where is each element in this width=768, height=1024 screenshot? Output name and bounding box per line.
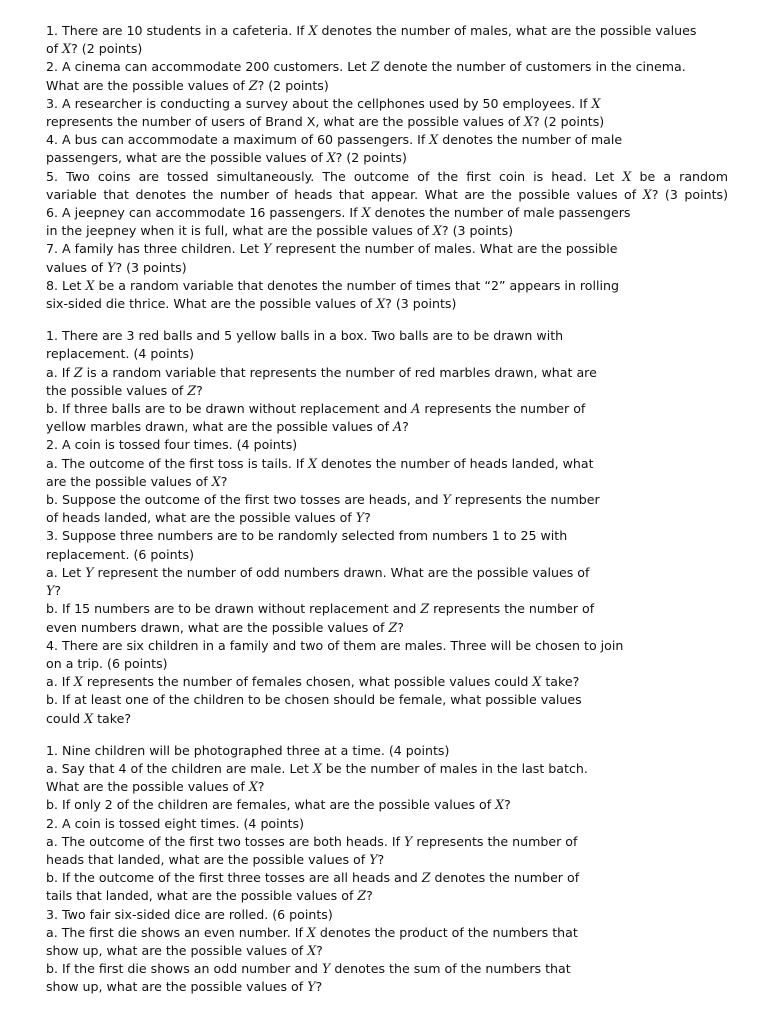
question-line: What are the possible values of X? [46, 779, 265, 795]
question-line: are the possible values of X? [46, 473, 228, 489]
math-variable: X [308, 455, 318, 471]
question-line: even numbers drawn, what are the possible values of Z? [46, 619, 404, 635]
question-line: 2. A coin is tossed four times. (4 points) [46, 437, 298, 453]
math-variable: Z [421, 870, 431, 886]
question-line: b. If the outcome of the first three tosses are all heads and Z denotes the number of [46, 870, 580, 886]
math-variable: X [432, 223, 442, 239]
question-line: the possible values of Z? [46, 382, 203, 398]
math-variable: Z [357, 888, 367, 904]
question-line: replacement. (6 points) [46, 546, 194, 562]
question-line: a. The outcome of the first two tosses are both heads. If Y represents the number of [46, 833, 578, 849]
math-variable: X [524, 114, 533, 130]
math-variable: X [312, 760, 322, 776]
question-line: show up, what are the possible values of Y? [46, 979, 323, 995]
question-line: 3. A researcher is conducting a survey about the cellphones used by 50 employees. If X [46, 95, 601, 111]
math-variable: Y [369, 851, 378, 867]
question-line: represents the number of users of Brand X, what are the possible values of X? (2 points) [46, 114, 605, 130]
question-line: 5. Two coins are tossed simultaneously. The outcome of the first coin is head. Let X be a random [46, 168, 728, 184]
math-variable: Z [73, 364, 83, 380]
question-line: b. Suppose the outcome of the first two tosses are heads, and Y represents the number [46, 492, 600, 508]
math-variable: X [429, 132, 439, 148]
math-variable: X [85, 277, 95, 293]
question-line: 2. A coin is tossed eight times. (4 points) [46, 815, 305, 831]
question-line: 6. A jeepney can accommodate 16 passengers. If X denotes the number of male passengers [46, 205, 631, 221]
math-variable: X [376, 296, 386, 312]
math-variable: Y [322, 961, 331, 977]
question-line: a. Let Y represent the number of odd numbers drawn. What are the possible values of [46, 564, 590, 580]
question-line: heads that landed, what are the possible values of Y? [46, 851, 385, 867]
question-line: 2. A cinema can accommodate 200 customers. Let Z denote the number of customers in the cinema. [46, 59, 686, 75]
math-variable: Y [46, 583, 55, 599]
question-line: Y? [46, 583, 62, 599]
math-variable: X [211, 473, 221, 489]
math-variable: Z [420, 601, 430, 617]
question-line: b. If 15 numbers are to be drawn without replacement and Z represents the number of [46, 601, 595, 617]
question-line: b. If the first die shows an odd number and Y denotes the sum of the numbers that [46, 961, 571, 977]
question-line: yellow marbles drawn, what are the possible values of A? [46, 419, 409, 435]
question-line: b. If only 2 of the children are females, what are the possible values of X? [46, 797, 511, 813]
question-line: a. If X represents the number of females chosen, what possible values could X take? [46, 674, 580, 690]
math-variable: X [642, 186, 652, 202]
math-variable: X [307, 942, 317, 958]
question-line: 1. There are 10 students in a cafeteria. If X denotes the number of males, what are the possible values [46, 23, 697, 38]
question-line: b. If three balls are to be drawn without replacement and A represents the number of [46, 401, 586, 417]
math-variable: Y [404, 833, 413, 849]
question-line: could X take? [46, 710, 132, 726]
question-line: 4. A bus can accommodate a maximum of 60 passengers. If X denotes the number of male [46, 132, 623, 148]
math-variable: A [411, 401, 421, 417]
math-variable: X [62, 41, 72, 57]
question-line: a. If Z is a random variable that represents the number of red marbles drawn, what are [46, 364, 597, 380]
math-variable: Z [370, 59, 380, 75]
question-line: a. The first die shows an even number. If X denotes the product of the numbers that [46, 924, 578, 940]
question-line: values of Y? (3 points) [46, 259, 187, 275]
math-variable: X [495, 797, 505, 813]
question-line: What are the possible values of Z? (2 points) [46, 77, 329, 93]
math-variable: Y [307, 979, 316, 995]
math-variable: X [591, 95, 601, 111]
question-line: 7. A family has three children. Let Y represent the number of males. What are the possible [46, 241, 618, 257]
question-line: a. Say that 4 of the children are male. Let X be the number of males in the last batch. [46, 760, 588, 776]
question-line: passengers, what are the possible values of X? (2 points) [46, 150, 407, 166]
question-line: replacement. (4 points) [46, 346, 194, 362]
math-variable: X [84, 710, 94, 726]
math-variable: Y [85, 564, 94, 580]
question-line: tails that landed, what are the possible values of Z? [46, 888, 373, 904]
question-line: 3. Suppose three numbers are to be randomly selected from numbers 1 to 25 with [46, 528, 568, 544]
math-variable: Y [355, 510, 365, 526]
math-variable: X [532, 674, 542, 690]
question-line: of X? (2 points) [46, 41, 143, 57]
math-variable: X [248, 779, 258, 795]
question-line: 1. There are 3 red balls and 5 yellow balls in a box. Two balls are to be drawn with [46, 328, 564, 344]
question-line: 4. There are six children in a family and two of them are males. Three will be chosen to join [46, 637, 624, 653]
question-line: a. The outcome of the first toss is tails. If X denotes the number of heads landed, what [46, 455, 594, 471]
question-line: six-sided die thrice. What are the possible values of X? (3 points) [46, 296, 457, 312]
math-variable: Y [107, 259, 116, 275]
math-variable: X [326, 150, 336, 166]
question-line: 1. Nine children will be photographed three at a time. (4 points) [46, 742, 450, 758]
math-variable: Z [388, 619, 398, 635]
question-line: b. If at least one of the children to be chosen should be female, what possible values [46, 692, 582, 708]
question-line: show up, what are the possible values of X? [46, 942, 323, 958]
math-variable: X [622, 168, 632, 184]
math-variable: Z [248, 77, 258, 93]
math-variable: X [361, 205, 371, 221]
math-variable: Y [263, 241, 272, 257]
problem-set-2 [46, 327, 728, 727]
question-line: 8. Let X be a random variable that denotes the number of times that “2” appears in rolling [46, 277, 619, 293]
question-line: 3. Two fair six-sided dice are rolled. (6 points) [46, 906, 333, 922]
question-line: of heads landed, what are the possible values of Y? [46, 510, 371, 526]
math-variable: A [393, 419, 403, 435]
math-variable: X [308, 23, 318, 38]
question-line: in the jeepney when it is full, what are the possible values of X? (3 points) [46, 223, 514, 239]
math-variable: Y [442, 492, 451, 508]
math-variable: X [73, 674, 83, 690]
math-variable: Z [187, 382, 197, 398]
problem-set-1 [46, 22, 728, 313]
question-line: variable that denotes the number of heads that appear. What are the possible values of X? (3 points) [46, 186, 728, 202]
problem-set-3 [46, 742, 728, 997]
question-line: on a trip. (6 points) [46, 655, 168, 671]
math-variable: X [306, 924, 316, 940]
